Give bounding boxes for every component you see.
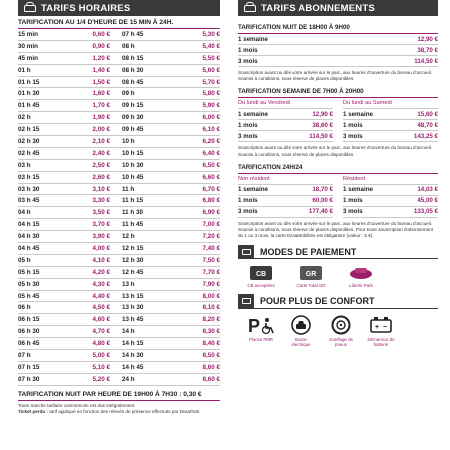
duration: 09 h xyxy=(122,90,135,98)
period: 1 semaine xyxy=(343,186,373,194)
column-label: Du lundi au Vendredi xyxy=(238,98,333,109)
table-row xyxy=(18,53,220,65)
comfort-title: POUR PLUS DE CONFORT xyxy=(260,296,375,307)
duration: 08 h 30 xyxy=(122,66,144,74)
price: 4,80 € xyxy=(92,340,110,348)
resident-table xyxy=(343,174,438,218)
price: 3,50 € xyxy=(92,209,110,217)
duration: 06 h 15 xyxy=(18,316,40,324)
comfort-label: Gonflage de pneus xyxy=(329,336,353,347)
price: 48,70 € xyxy=(417,121,438,129)
table-row xyxy=(18,207,220,219)
table-row xyxy=(238,109,333,120)
table-row xyxy=(238,131,333,142)
duration: 02 h 30 xyxy=(18,137,40,145)
duration: 10 h xyxy=(122,137,135,145)
duration: 05 h 30 xyxy=(18,280,40,288)
duration: 04 h xyxy=(18,209,31,217)
duration: 04 h 15 xyxy=(18,221,40,229)
table-row xyxy=(343,207,438,218)
price: 4,60 € xyxy=(92,316,110,324)
non-resident-table xyxy=(238,174,333,218)
payment-item xyxy=(346,265,376,288)
table-row xyxy=(18,172,220,184)
table-row xyxy=(18,184,220,196)
table-row xyxy=(343,109,438,120)
table-row xyxy=(18,136,220,148)
price: 2,00 € xyxy=(92,126,110,134)
hourly-rates-header xyxy=(18,0,220,16)
night-subscription-subtitle: TARIFICATION NUIT DE 18H00 À 9H00 xyxy=(238,22,438,34)
comfort-icons xyxy=(238,309,438,348)
table-row xyxy=(343,185,438,196)
table-row xyxy=(18,41,220,53)
duration: 07 h 45 xyxy=(122,30,144,38)
footnote-line xyxy=(18,409,220,415)
table-row xyxy=(18,326,220,338)
price: 60,00 € xyxy=(312,197,333,205)
price: 12,90 € xyxy=(312,110,333,118)
duration: 01 h xyxy=(18,66,31,74)
price: 7,40 € xyxy=(202,244,220,252)
period: 3 mois xyxy=(343,132,363,140)
price: 3,30 € xyxy=(92,197,110,205)
svg-text:P: P xyxy=(248,315,261,335)
comfort-label: Places PMR xyxy=(248,336,274,342)
full-day-subscription-note: Souscription avant ou dès votre arrivée sur le parc, aux heures d'ouverture du bureau d'accueil. Soumis à conditions, sous réserve de places disponibles. Pour toute souscription d'abonnement de 1 ou 3 mois, la carte DiviaMobilités est obligatoire (valeur : 5 €). xyxy=(238,220,433,239)
payment-header xyxy=(238,245,438,259)
table-row xyxy=(18,77,220,89)
duration: 24 h xyxy=(122,375,135,383)
table-row xyxy=(18,195,220,207)
table-row xyxy=(18,279,220,291)
table-row xyxy=(18,255,220,267)
price: 5,20 € xyxy=(92,375,110,383)
table-row xyxy=(18,100,220,112)
table-row xyxy=(18,112,220,124)
column-label: Du lundi au Samedi xyxy=(343,98,438,109)
price: 3,90 € xyxy=(92,233,110,241)
duration: 05 h xyxy=(18,256,31,264)
price: 5,50 € xyxy=(202,54,220,62)
table-row xyxy=(238,45,438,56)
price: 114,50 € xyxy=(414,57,438,65)
period: 3 mois xyxy=(238,57,258,65)
duration: 12 h 15 xyxy=(122,244,144,252)
duration: 01 h 45 xyxy=(18,102,40,110)
table-row xyxy=(18,338,220,350)
price: 4,10 € xyxy=(92,256,110,264)
duration: 11 h 45 xyxy=(122,221,144,229)
price: 6,10 € xyxy=(202,126,220,134)
price: 3,70 € xyxy=(92,221,110,229)
price: 7,50 € xyxy=(202,256,220,264)
hourly-rates-title: TARIFS HORAIRES xyxy=(41,2,131,14)
price: 133,05 € xyxy=(413,208,438,216)
comfort-item xyxy=(366,315,396,348)
price: 3,10 € xyxy=(92,185,110,193)
duration: 04 h 45 xyxy=(18,244,40,252)
comfort-item xyxy=(286,315,316,348)
price: 2,10 € xyxy=(92,137,110,145)
duration: 03 h 45 xyxy=(18,197,40,205)
price: 6,40 € xyxy=(202,149,220,157)
price: 7,90 € xyxy=(202,280,220,288)
price: 12,90 € xyxy=(417,35,438,43)
price: 177,40 € xyxy=(308,208,333,216)
price: 6,80 € xyxy=(202,197,220,205)
comfort-label: Borne électrique xyxy=(291,336,311,347)
svg-text:GR: GR xyxy=(305,271,317,279)
payment-item xyxy=(246,265,276,288)
payment-label: Carte Total GR xyxy=(296,283,326,289)
price: 4,40 € xyxy=(92,292,110,300)
table-row xyxy=(18,350,220,362)
hourly-rates-section xyxy=(18,0,220,415)
duration: 07 h 30 xyxy=(18,375,40,383)
duration: 06 h 30 xyxy=(18,328,40,336)
week-subscription-note: Souscription avant ou dès votre arrivée sur le parc, aux heures d'ouverture du bureau d'accueil. Soumis à conditions, sous réserve de places disponibles. xyxy=(238,145,433,157)
table-row xyxy=(238,185,333,196)
duration: 14 h 45 xyxy=(122,363,144,371)
hourly-rates-subtitle: TARIFICATION AU 1/4 D'HEURE DE 15 MIN À 24H. xyxy=(18,16,220,29)
charging-station-icon xyxy=(290,315,312,335)
car-icon xyxy=(244,5,256,12)
comfort-item xyxy=(326,315,356,348)
duration: 10 h 30 xyxy=(122,161,144,169)
price: 6,50 € xyxy=(202,161,220,169)
payment-label: Liberté Park xyxy=(349,283,373,289)
comfort-item xyxy=(246,315,276,348)
table-row xyxy=(238,196,333,207)
duration: 13 h 15 xyxy=(122,292,144,300)
period: 1 mois xyxy=(238,46,258,54)
payment-icons xyxy=(238,259,438,288)
duration: 08 h 45 xyxy=(122,78,144,86)
price: 6,70 € xyxy=(202,185,220,193)
table-row xyxy=(18,124,220,136)
duration: 10 h 15 xyxy=(122,149,144,157)
table-row xyxy=(238,207,333,218)
price: 6,00 € xyxy=(202,114,220,122)
duration: 05 h 45 xyxy=(18,292,40,300)
table-row xyxy=(238,56,438,67)
price: 114,50 € xyxy=(309,132,333,140)
duration: 03 h 30 xyxy=(18,185,40,193)
duration: 45 min xyxy=(18,54,38,62)
table-row xyxy=(18,29,220,41)
price: 1,50 € xyxy=(92,78,110,86)
price: 15,60 € xyxy=(417,110,438,118)
price: 45,00 € xyxy=(417,197,438,205)
duration: 01 h 15 xyxy=(18,78,40,86)
period: 1 mois xyxy=(238,197,258,205)
price: 8,60 € xyxy=(202,375,220,383)
duration: 03 h xyxy=(18,161,31,169)
duration: 06 h 45 xyxy=(18,340,40,348)
subscription-title: TARIFS ABONNEMENTS xyxy=(261,2,375,14)
period: 3 mois xyxy=(238,208,258,216)
battery-icon xyxy=(369,315,393,335)
table-row xyxy=(238,34,438,45)
card-icon xyxy=(238,245,254,259)
payment-title: MODES DE PAIEMENT xyxy=(260,246,357,257)
duration: 13 h 45 xyxy=(122,316,144,324)
table-row xyxy=(18,314,220,326)
duration: 12 h xyxy=(122,233,135,241)
duration: 09 h 30 xyxy=(122,114,144,122)
duration: 11 h xyxy=(122,185,135,193)
footnote xyxy=(18,403,220,415)
full-day-subscription-subtitle: TARIFICATION 24H/24 xyxy=(238,162,438,174)
duration: 05 h 15 xyxy=(18,268,40,276)
price: 8,00 € xyxy=(202,292,220,300)
table-row xyxy=(18,291,220,303)
duration: 11 h 15 xyxy=(122,197,144,205)
price: 38,60 € xyxy=(312,121,333,129)
toll-badge-icon xyxy=(348,265,374,281)
car-icon xyxy=(24,5,36,12)
price: 8,10 € xyxy=(202,304,220,312)
price: 0,60 € xyxy=(92,30,110,38)
price: 5,10 € xyxy=(92,363,110,371)
price: 8,40 € xyxy=(202,340,220,348)
duration: 01 h 30 xyxy=(18,90,40,98)
lost-ticket-label: Ticket perdu : xyxy=(18,408,49,414)
table-row xyxy=(18,231,220,243)
duration: 12 h 45 xyxy=(122,268,144,276)
price: 14,03 € xyxy=(417,186,438,194)
table-row xyxy=(18,243,220,255)
duration: 02 h 15 xyxy=(18,126,40,134)
night-subscription-note: Souscription avant ou dès votre arrivée sur le parc, aux heures d'ouverture du bureau d'accueil. Soumis à conditions, sous réserve de places disponibles. xyxy=(238,70,433,82)
price: 4,30 € xyxy=(92,280,110,288)
price: 5,90 € xyxy=(202,102,220,110)
price: 4,20 € xyxy=(92,268,110,276)
duration: 08 h xyxy=(122,42,135,50)
duration: 08 h 15 xyxy=(122,54,144,62)
table-row xyxy=(343,120,438,131)
price: 143,25 € xyxy=(413,132,438,140)
table-row xyxy=(18,65,220,77)
price: 2,50 € xyxy=(92,161,110,169)
period: 1 mois xyxy=(238,121,258,129)
duration: 07 h xyxy=(18,351,31,359)
week-weekday-table xyxy=(238,98,333,142)
period: 1 mois xyxy=(343,121,363,129)
duration: 30 min xyxy=(18,42,38,50)
price: 4,00 € xyxy=(92,244,110,252)
comfort-label: Démarreur de batterie xyxy=(367,336,395,347)
period: 3 mois xyxy=(238,132,258,140)
payment-label: CB acceptées xyxy=(247,283,275,289)
price: 18,70 € xyxy=(312,186,333,194)
price: 1,70 € xyxy=(92,102,110,110)
price: 8,20 € xyxy=(202,316,220,324)
price: 4,50 € xyxy=(92,304,110,312)
duration: 14 h 15 xyxy=(122,340,144,348)
car-icon xyxy=(238,294,254,308)
table-row xyxy=(18,362,220,374)
price: 7,20 € xyxy=(202,233,220,241)
svg-text:−: − xyxy=(383,323,388,331)
price: 6,60 € xyxy=(202,173,220,181)
duration: 03 h 15 xyxy=(18,173,40,181)
cb-card-icon xyxy=(249,265,273,281)
svg-text:+: + xyxy=(375,323,380,331)
column-label: Résident xyxy=(343,174,438,185)
total-card-icon xyxy=(299,265,323,281)
duration: 04 h 30 xyxy=(18,233,40,241)
week-saturday-table xyxy=(343,98,438,142)
price: 6,20 € xyxy=(202,137,220,145)
svg-text:CB: CB xyxy=(255,271,267,279)
duration: 02 h xyxy=(18,114,31,122)
column-label: Non résident xyxy=(238,174,333,185)
lost-ticket-text: tarif appliqué en fonction des relevés de présence effectués par DiviaPark. xyxy=(49,408,201,414)
table-row xyxy=(343,196,438,207)
duration: 11 h 30 xyxy=(122,209,144,217)
price: 0,90 € xyxy=(92,42,110,50)
duration: 14 h 30 xyxy=(122,351,144,359)
period: 3 mois xyxy=(343,208,363,216)
price: 5,00 € xyxy=(92,351,110,359)
duration: 02 h 45 xyxy=(18,149,40,157)
price: 8,30 € xyxy=(202,328,220,336)
price: 4,70 € xyxy=(92,328,110,336)
duration: 10 h 45 xyxy=(122,173,144,181)
duration: 06 h xyxy=(18,304,31,312)
subscription-section xyxy=(238,0,438,347)
week-subscription-tables xyxy=(238,98,438,142)
price: 8,60 € xyxy=(202,363,220,371)
price: 5,70 € xyxy=(202,78,220,86)
price: 5,80 € xyxy=(202,90,220,98)
price: 1,20 € xyxy=(92,54,110,62)
subscription-header xyxy=(238,0,438,16)
period: 1 semaine xyxy=(238,110,268,118)
period: 1 mois xyxy=(343,197,363,205)
period: 1 semaine xyxy=(238,35,268,43)
table-row xyxy=(18,148,220,160)
price: 1,90 € xyxy=(92,114,110,122)
duration: 15 min xyxy=(18,30,38,38)
price: 1,60 € xyxy=(92,90,110,98)
table-row xyxy=(238,120,333,131)
night-rate-line: TARIFICATION NUIT PAR HEURE DE 19H00 À 7H30 : 0,30 € xyxy=(18,389,220,401)
table-row xyxy=(18,88,220,100)
night-subscription-table xyxy=(238,34,438,67)
price: 8,50 € xyxy=(202,351,220,359)
week-subscription-subtitle: TARIFICATION SEMAINE DE 7H00 À 20H00 xyxy=(238,86,438,98)
price: 5,60 € xyxy=(202,66,220,74)
duration: 07 h 15 xyxy=(18,363,40,371)
table-row xyxy=(18,267,220,279)
price: 2,40 € xyxy=(92,149,110,157)
duration: 14 h xyxy=(122,328,135,336)
period: 1 semaine xyxy=(343,110,373,118)
full-day-subscription-tables xyxy=(238,174,438,218)
table-row xyxy=(18,302,220,314)
price: 2,60 € xyxy=(92,173,110,181)
duration: 12 h 30 xyxy=(122,256,144,264)
price: 7,70 € xyxy=(202,268,220,276)
price: 5,40 € xyxy=(202,42,220,50)
table-row xyxy=(18,374,220,386)
price: 7,00 € xyxy=(202,221,220,229)
duration: 13 h xyxy=(122,280,135,288)
price: 1,40 € xyxy=(92,66,110,74)
duration: 09 h 15 xyxy=(122,102,144,110)
price: 6,90 € xyxy=(202,209,220,217)
payment-item xyxy=(296,265,326,288)
duration: 13 h 30 xyxy=(122,304,144,312)
comfort-header xyxy=(238,295,438,309)
tire-pressure-icon xyxy=(330,315,352,335)
table-row xyxy=(18,219,220,231)
table-row xyxy=(343,131,438,142)
price: 38,70 € xyxy=(417,46,438,54)
table-row xyxy=(18,160,220,172)
period: 1 semaine xyxy=(238,186,268,194)
wheelchair-parking-icon xyxy=(247,315,275,335)
hourly-rate-table xyxy=(18,29,220,386)
footnote-line: Toute tranche tarifaire commencée est due intégralement. xyxy=(18,402,136,408)
duration: 09 h 45 xyxy=(122,126,144,134)
price: 5,30 € xyxy=(202,30,220,38)
